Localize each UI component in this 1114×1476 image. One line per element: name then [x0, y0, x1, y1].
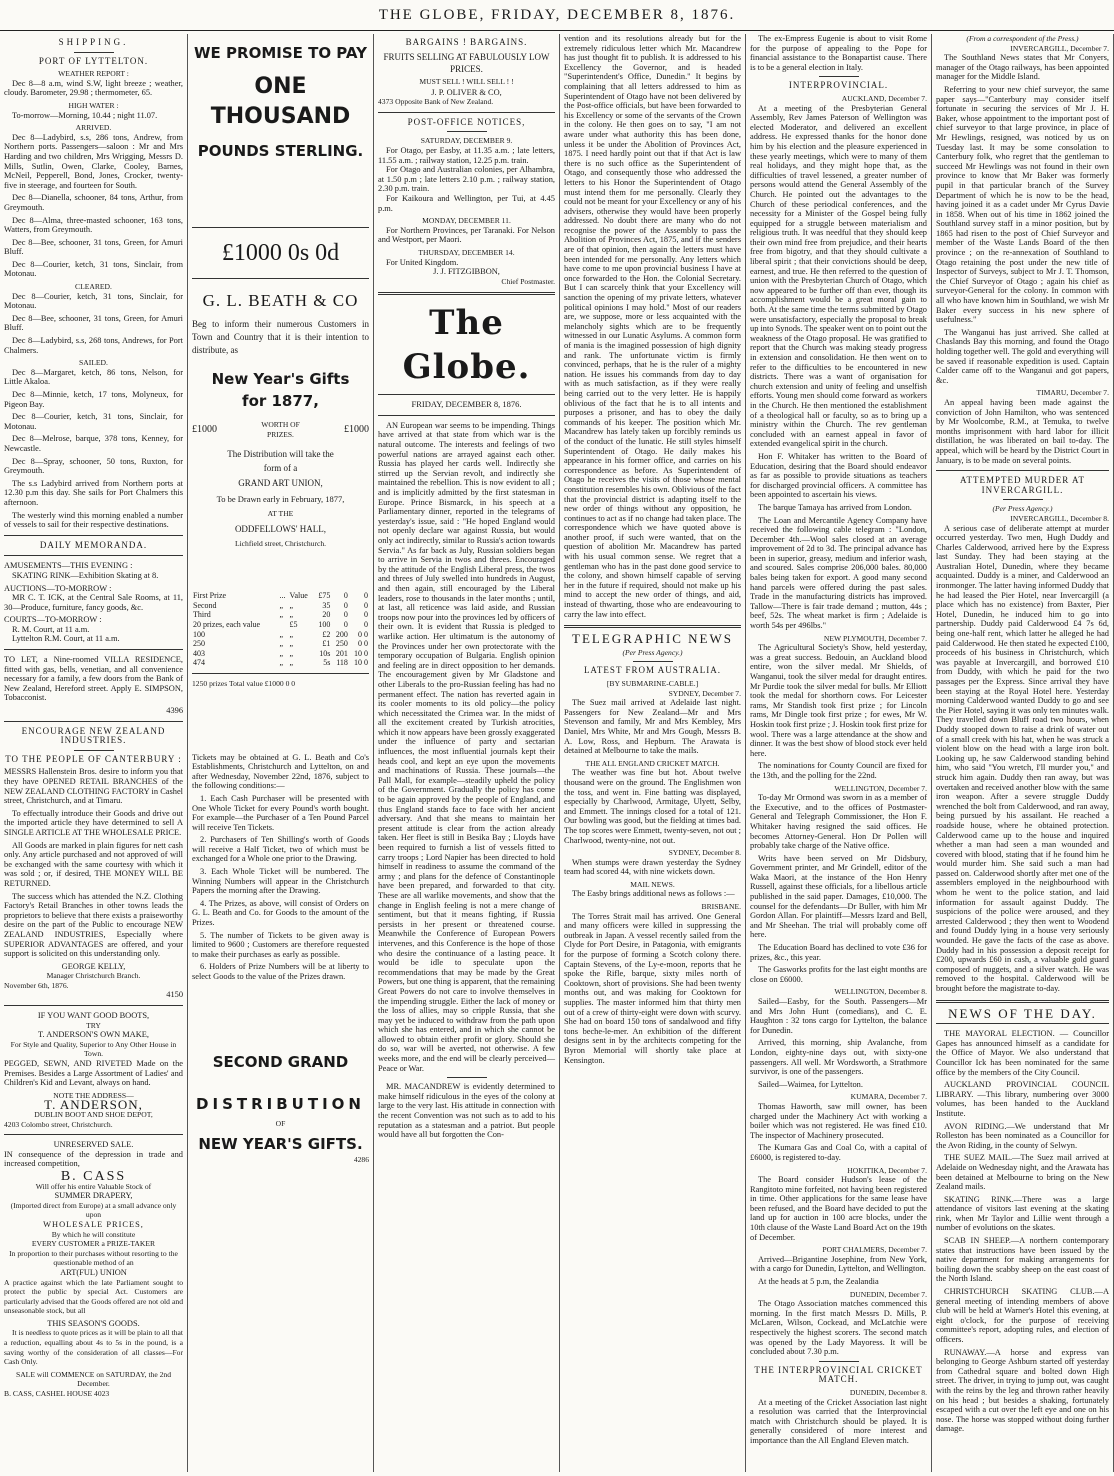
cass-paragraph: A practice against which the late Parliament sought to protect the public by special Act. Customers are particularly advised that the Goods offered are not old and unseasonable stock, but all	[4, 1277, 183, 1316]
arrived-entry: Dec 8—Courier, ketch, 31 tons, Sinclair, from Motonau.	[4, 259, 183, 279]
prize-cell: „	[279, 639, 284, 649]
news-item: AUCKLAND PROVINCIAL COUNCIL LIBRARY. —This library, numbering over 3000 volumes, has been handed to the Auckland Institute.	[936, 1080, 1109, 1118]
column-3	[374, 34, 560, 1472]
news-item: THE MAYORAL ELECTION. — Councillor Gapes has announced himself as a candidate for the Office of Mayor. We also understand that Councillor Ick has been nominated for the same office by the members of the City Council.	[936, 1029, 1109, 1077]
prize-cell	[279, 620, 289, 630]
second-of: OF	[275, 1118, 286, 1128]
telegraph-item: The Suez mail arrived at Adelaide last night. Passengers for New Zealand—Mr and Mrs Stevenson and family, Mr and Mrs Kembley, Mrs Daniel, Mrs White, Mr and Mrs Gough, Messrs B. A. Low, Ross, and Hepburn. The Arawata is detained at Melbourne to take the mails.	[564, 698, 741, 756]
press-agency: (Per Press Agency.)	[992, 504, 1053, 514]
post-notice: For Kaikoura and Wellington, per Tui, at 4.45 p.m.	[378, 193, 555, 213]
prize-cell: „	[279, 658, 284, 668]
prize-cell: 0	[364, 600, 368, 610]
arrived-entry: Dec 8—Ladybird, s.s, 286 tons, Andrew, from Northern ports. Passengers—saloon : Mr and Mrs Harding and two children, Mrs Wrigging, Messrs D. Mills, Sutlin, Owen, Clarke, Cooley, Barnes, McNeil, Pepperell, Bond, Jones, Crocker, twenty-five in steerage, and fourteen for South.	[4, 132, 183, 190]
venue: ODDFELLOWS' HALL,	[234, 524, 327, 535]
prize-cell: 474	[193, 658, 205, 668]
prize-cell: ...	[279, 591, 286, 601]
condition: 4. The Prizes, as above, will consist of Orders on G. L. Beath and Co. for Goods to the amount of the Prizes.	[192, 898, 369, 928]
news-item: CHRISTCHURCH SKATING CLUB.—A general meeting of intending members of above club will be held at Warner's Hotel this evening, at eight o'clock, for the purpose of receiving committee's report, adopting rules, and election of officers.	[936, 1287, 1109, 1344]
prize-cell: First Prize	[193, 591, 227, 601]
cass-summer: SUMMER DRAPERY,	[54, 1191, 133, 1201]
signature-date: November 6th, 1876.	[4, 980, 69, 990]
weather-report: Dec 8—8 a.m, wind S.W, light breeze ; weather, cloudy. Barometer, 29.98 ; thermometer, 65.	[4, 78, 183, 98]
prize-cell: 10s	[319, 648, 331, 658]
arrived-entry: Dec 8—Alma, three-masted schooner, 163 tons, Watters, from Greymouth.	[4, 215, 183, 235]
oliver-name: J. P. OLIVER & CO,	[431, 87, 502, 97]
globe-title: The Globe.	[402, 303, 531, 388]
prize-cell: 10 0	[354, 648, 368, 658]
advert-paragraph: To effectually introduce their Goods and drive out the imported article they have determined to sell A SINGLE ARTICLE AT THE WHOLESALE PRICE.	[4, 808, 183, 837]
prize-cell: 5s	[323, 658, 331, 668]
anderson-depot: DUBLIN BOOT AND SHOE DEPOT,	[34, 1110, 153, 1119]
cable-note: [BY SUBMARINE-CABLE.]	[606, 679, 699, 688]
news-item: The barque Tamaya has arrived from London.	[758, 502, 912, 512]
sailed-entry: Dec 8—Margaret, ketch, 86 tons, Nelson, for Little Akaloa.	[4, 367, 183, 387]
news-item: To-day Mr Ormond was sworn in as a member of the Executive, and to the offices of Postmaster-General and Telegraph Commissioner, the Hon F. Whitaker having resigned the said offices. He becomes Attorney-General. Hon Dr Pollen will probably take charge of the Native office.	[750, 793, 927, 851]
telegraphic-heading: TELEGRAPHIC NEWS	[572, 631, 733, 647]
courts-entry: R. M. Court, at 11 a.m.	[12, 624, 90, 634]
editorial-macandrew-cont: vention and its resolutions already but for the extremely ridiculous letter which Mr. Macandrew has just thought fit to publish. It is addressed to his Excellency the Governor, and is headed "Superintendent's Office, Dunedin." It begins by complaining that all letters addressed to him as Superintendent of Otago have not been delivered by the Post-office officials, but have been forwarded to his Excellency or some of the servants of the Crown in the colony. He then goes on to say, "I am not aware under what authority this has been done, unless it be under the Abolition of Provinces Act, 1875. I need hardly point out that if that Act is law there is no such office as the Superintendent of Otago, and consequently those who addressed the letters to his Honor the Superintendent of Otago must intend them for me personally. Clearly they could not be meant for your Excellency or any of his advisers, otherwise they would have been properly addressed. No doubt there are many who do not recognise the power of the Assembly to pass the Abolition of Provinces Act, 1875, and if the senders are of that opinion, then again the letters must have been intended for me personally. Any letters which have come to me upon provincial business I have at once forwarded to the Hon. the Colonial Secretary. But I can scarcely think that your Excellency will sanction the opening of my private letters, whatever political opinions I may hold." Most of our readers are, we suppose, more or less acquainted with the melancholy sights which are to be frequently witnessed in our Lunatic Asylums. A common form of mania is the imagined possession of high dignity and rank. The unfortunate victim is firmly convinced, perhaps, that he is the ruler of a mighty nation. He issues his commands from day to day with as much satisfaction, as if they were really being carried out to the very letter. He is happily oblivious of the fact that he is to all intents and purposes a prisoner, and has to obey the daily commands of his keeper. The position which Mr. Macandrew has lately taken up forcibly reminds us of the conduct of the lunatic. He still styles himself Superintendent of Otago. He daily makes his appearance in his former office, and carries on his correspondence as before. As Superintendent of Otago he receives the visits of those whose mental constitution resembles his own. Oblivious of the fact that the provincial district is adapting itself to the new order of things without any opposition, he continues to act as if no change had taken place. The correspondence which we have quoted above is another proof, if such were wanted, that on the question of abolition Mr. Macandrew has parted with his usual common sense. We regret that a gentleman who has in the past done good service to the colony, and shown himself capable of serving her in the future if required, should not make up his mind to accept the new order of things, and aid, instead of thwarting, those who are endeavouring to carry the law into effect.	[564, 34, 741, 619]
prize-cell: „	[289, 600, 294, 610]
boots-try: TRY	[86, 1020, 101, 1030]
amusements-entry: SKATING RINK—Exhibition Skating at 8.	[12, 570, 159, 580]
courts-entry: Lyttelton R.M. Court, at 11 a.m.	[12, 634, 120, 644]
news-item: The Gasworks profits for the last eight months are close on £6000.	[750, 965, 927, 984]
dateline: DUNEDIN, December 7.	[849, 1289, 927, 1299]
sale-heading: UNRESERVED SALE.	[53, 1140, 134, 1150]
post-notice: For Otago, per Easby, at 11.35 a.m. ; late letters, 11.55 a.m. ; railway station, 12.25 p.m. train.	[378, 145, 555, 165]
prize-cell: 0	[343, 619, 348, 629]
news-item: Sailed—Easby, for the South. Passengers—Mr and Mrs John Hunt (comedians), and C. E. Haughton : 32 tons cargo for Lyttelton, the balance for Dunedin.	[750, 997, 927, 1035]
news-item: The Kumara Gas and Coal Co, with a capital of £6000, is registered to-day.	[750, 1143, 927, 1162]
new-years-gifts: New Year's Gifts	[211, 370, 350, 388]
murder-story: A serious case of deliberate attempt at murder occurred yesterday. Two men, Hugh Duddy and Charles Calderwood, arrived here by the Express last Sunday. They had been staying at the Australian Hotel, Dunedin, where they became acquainted. Duddy is a miner, and Calderwood an ironmonger. The latter having informed Duddy that he had leased the Pier Hotel, near Invercargill (a place which has no existence) from Baxter, Pier Hotel, Dunedin, he induced him to go into partnership. Duddy paid Calderwood £4 7s 6d, being one-half rent, which latter he alleged he had paid Calderwood. He then stated he expected £100, proceeds of his business in Christchurch, which was payable at Invercargill, and borrowed £10 from Duddy, with which he paid for the two passages per the Express. Since arrival they have been staying at the Royal Hotel here. Yesterday morning Calderwood wanted Duddy to go and see the Pier Hotel, saying it was only ten minutes walk. They travelled down Bluff road two hours, when Duddy stooped down to raise a drink of water out of a small creek with his hat, when he was struck a violent blow on the head with a large iron bolt. Looking up, he saw Calderwood standing behind him, who said "You wretch, I'll murder you," and struck him again. Duddy then ran away, but was overtaken and received another blow with the same iron weapon. After a severe struggle Duddy wrenched the bolt from Calderwood, and ran away, being pursued by his assailant. He reached a roadside house, where he obtained protection. Calderwood came up to the house and inquired whether a man had seen a man wounded and covered with blood, stating that if he found him he would murder him. She said such a man had passed on. Calderwood shortly after met one of the assemblers employed in the neighbourhood with whom he went to the police station, and laid information for assault against Duddy. The suspicions of the police were aroused, and they arrested Calderwood ; they then went to Woodend and found Duddy lying in a house very seriously wounded. He gave the facts of the case as above. Duddy had in his possession a deposit receipt for £200, upwards £60 in cash, a valuable gold guard composed of nuggets, and a silver watch. He was removed to the hospital. Calderwood will be brought before the magistrate to-day.	[936, 523, 1109, 993]
art-union: GRAND ART UNION,	[238, 478, 323, 489]
prize-row	[192, 610, 369, 620]
prize-cell: „	[279, 600, 284, 610]
prize-cell: 200	[335, 629, 348, 639]
prize-row	[192, 591, 369, 601]
column-6	[932, 34, 1114, 1472]
prize-cell: 0	[343, 610, 348, 620]
promise-line: ONE THOUSAND	[210, 74, 351, 129]
prize-cell: 118	[336, 658, 348, 668]
prize-cell: 0 0	[358, 629, 368, 639]
news-item: SCAB IN SHEEP.—A northern contemporary states that instructions have been issued by the native department for making arrangements for boiling down the scabby sheep on the east coast of the North Island.	[936, 1236, 1109, 1284]
prize-cell: 250	[335, 639, 348, 649]
telegraph-item: The ex-Empress Eugenie is about to visit Rome for the purpose of appealing to the Pope for financial assistance to the Bonapartist cause. There is to be a general election in Italy.	[750, 34, 927, 72]
post-notice: For Northern Provinces, per Taranaki. For Nelson and Westport, per Maori.	[378, 225, 555, 245]
editorial-war: AN European war seems to be impending. Things have arrived at that state from which war is the natural outcome. The interests and feelings of two powerful nations are arrayed against each other. Russia has played her cards well. Indirectly she stirred up the Servian revolt, and indirectly she maintained the rebellion. This is now evident to all ; and is implicitly admitted by the first statesman in Europe. Prince Bismarck, in his speech at a Parliamentary dinner, reported in the telegrams of yesterday's issue, said : "He hoped England would not openly declare war against Russia, but would only act indirectly, similar to Russia's action towards Servia." As far back as July, Russian soldiers began to arrive in Servia in twos and threes. Encouraged by the attitude of the English Liberal press, the twos and threes of July swelled into hundreds in August, and then again, still encouraged by the Liberal leaders, rose to thousands in the later months ; until, at last, all reticence was laid aside, and Russian troops now pour into the provinces led by officers of their own. It is evident that Russia is pledged to warlike action. Her ultimatum is the autonomy of the Provinces under her own protectorate with the temporary occupation of Bulgaria. English opinion and feeling are in direct opposition to her demands. The encouragement given by Mr Gladstone and other Liberals to the pro-Russian feeling has had no permanent effect. The nation has reverted again in its cooler moments to its old policy—the policy which necessitated the Crimea war. In the midst of all the excitement created by Turkish atrocities, which it now appears have been grossly exaggerated under the influence of party and sectarian influences, the most influential journals kept their heads cool, and kept an eye upon the movements and machinations of Russia. These journals—the Pall Mall, for example—steadily upheld the policy of the Government. Gradually the policy has come to be again approved by the people of England, and thus England stands face to face with her ancient adversary. And that she means to maintain her present attitude is clear from the action already taken. Her fleet is still in Besika Bay ; Lloyds have been required to furnish a list of vessels fitted to carry troops ; Lord Napier has been directed to hold himself in readiness to assume the command of the army ; and plans for the defence of Constantinople have been prepared, and forwarded to that city. These are all warlike movements, and show that the change in English feeling is not a mere change of sentiment, but that it means fighting, if Russia persists in her present or threatened course. Meanwhile the Conference of European Powers intervenes, and this Conference is the hope of those who desire the continuance of a lasting peace. It would be idle to speculate upon the recommendations that may be made by the Great Powers, but one thing is apparent, that the remaining Great Powers do not care to involve themselves in the impending struggle. Either the lack of money or the loss of allies, may so cripple Russia, that she may yet be induced to withdraw from the path upon which she has entered, and in which she cannot be allowed to obtain either profit or glory. Should she do so, war will be averted, not otherwise. A few weeks more, and the end will be clearly perceived—Peace or War.	[378, 420, 555, 1073]
prize-total: 1250 prizes Total value £1000 0 0	[192, 678, 296, 688]
prize-row	[192, 639, 369, 649]
oliver-address: 4373 Opposite Bank of New Zealand.	[378, 97, 494, 107]
news-item: An appeal having been made against the conviction of John Hamilton, who was sentenced by Mr Woolcombe, R.M., at Temuka, to twelve months imprisonment with hard labor for illicit distillation, he was liberated on bail to-day. The appeal, which will be heard by the District Court in January, is to be made on several points.	[936, 397, 1109, 465]
masthead: THE GLOBE, FRIDAY, DECEMBER 8, 1876.	[0, 0, 1114, 31]
news-item: The Wanganui has just arrived. She called at Chaslands Bay this morning, and found the Otago holding together well. The gold and everything will be saved if reasonable expedition is used. Captain Calder came off to the Wanganui and got papers, &c.	[936, 327, 1109, 385]
post-date: MONDAY, DECEMBER 11.	[422, 216, 511, 226]
worth-line	[192, 420, 369, 439]
sailed-heading: SAILED.	[79, 358, 108, 368]
people-heading: TO THE PEOPLE OF CANTERBURY :	[5, 753, 182, 764]
second-distribution: DISTRIBUTION	[196, 1094, 365, 1113]
post-office-heading: POST-OFFICE NOTICES,	[407, 116, 526, 127]
prize-cell: 0	[343, 591, 348, 601]
anderson-name: T. ANDERSON,	[44, 1097, 143, 1113]
news-item: The Otago Association matches commenced this morning. In the first match Messrs D. Mills, P. McLaren, Wilson, Cockead, and McLatchie were respectively the highest scorers. The second match was opened by the Lady Mayoress. It will be concluded about 7.30 p.m.	[750, 1299, 927, 1357]
boots-sub: For Style and Quality, Superior to Any Other House in Town.	[10, 1039, 177, 1059]
column-4	[560, 34, 746, 1472]
murder-heading: ATTEMPTED MURDER AT INVERCARGILL.	[959, 475, 1085, 495]
prize-cell: £1	[322, 639, 331, 649]
high-water: To-morrow—Morning, 10.44 ; night 11.07.	[12, 110, 158, 120]
post-date: SATURDAY, DECEMBER 9.	[420, 136, 513, 146]
press-agency: (Per Press Agency.)	[622, 647, 683, 657]
second-distribution: SECOND GRAND	[212, 1052, 349, 1071]
arrived-entry: Dec 8—Bee, schooner, 31 tons, Green, for Amuri Bluff.	[4, 237, 183, 257]
advert-number: 4286	[353, 1154, 369, 1164]
arrived-entry: Dec 8—Dianella, schooner, 84 tons, Arthur, from Greymouth.	[4, 193, 183, 212]
sailed-entry: Dec 8—Melrose, barque, 378 tons, Kenney, for Newcastle.	[4, 434, 183, 453]
cass-season: THIS SEASON'S GOODS.	[47, 1318, 140, 1328]
prize-cell: 201	[335, 648, 348, 658]
venue-address: Lichfield street, Christchurch.	[234, 539, 327, 549]
dateline: BRISBANE.	[701, 902, 741, 912]
cass-commence: SALE will COMMENCE on SATURDAY, the 2nd December.	[15, 1369, 172, 1389]
dateline: HOKITIKA, December 7.	[847, 1165, 927, 1175]
cleared-entry: Dec 8—Courier, ketch, 31 tons, Sinclair, for Motonau.	[4, 291, 183, 311]
news-item: The Loan and Mercantile Agency Company have received the following cable telegram : "London, December 4th.—Wool sales closed at an average improvement of 2d to 3d. The principal advance has been in superior, greasy, medium and inferior wash, and scoured. Sales comprise 206,000 bales. 80,000 bales being taken for export. A good many second hand parcels were offered during the past sales. Trade in the manufacturing districts has improved. Tallow—There is fair trade demand ; mutton, 44s ; beef, 52s. The wheat market is firm ; Adelaide is worth 54s per 496lbs."	[750, 515, 927, 631]
boots-advert: PEGGED, SEWN, AND RIVETED Made on the Premises. Besides a Large Assortment of Ladies' and Children's Kid and Levant, always on hand.	[4, 1059, 183, 1088]
cass-imported: (Imported direct from Europe) at a small advance only upon	[10, 1200, 177, 1220]
telegraph-item: The Easby brings additional news as follows :—	[572, 889, 735, 899]
news-item: The Agricultural Society's Show, held yesterday, was a great success. Bedouin, an Auckland blood entire, won the silver medal. Mr Shields, of Wanganui, took the silver medal for draught entires. Mr Purdie took the silver medal for bulls. Mr Elliott took the medal for shorthorn cows. For Leicester rams, Mr Standish took first prize ; for Lincoln rams, Mr Dingle took first prize ; for ewes, Mr W. Hoskin took first prize ; J. Hoskin took first prize for wool. There was a large attendance at the show and dinner. It was the best show of blood stock ever held here.	[750, 643, 928, 758]
dateline: TIMARU, December 7.	[1036, 388, 1109, 398]
news-item: RUNAWAY.—A horse and express van belonging to George Ashburn started off yesterday from Cathedral square and bolted down High street. The driver, in trying to jump out, was caught with the reins by the leg and thrown rather heavily on his head ; but besides a shaking, fortunately escaped with a cut over the left eye and one on his nose. The horse was stopped without doing further damage.	[936, 1347, 1109, 1434]
prize-cell: „	[289, 610, 294, 620]
column-5	[746, 34, 932, 1472]
news-item: The Education Board has declined to vote £36 for prizes, &c., this year.	[750, 943, 927, 962]
boots-heading: IF YOU WANT GOOD BOOTS,	[37, 1011, 150, 1021]
prize-cell: Third	[193, 610, 211, 620]
australia-heading: LATEST FROM AUSTRALIA.	[583, 665, 722, 676]
news-of-the-day-heading: NEWS OF THE DAY.	[948, 1005, 1097, 1021]
news-item: Hon F. Whitaker has written to the Board of Education, desiring that the Board should endeavor as far as possible to provide situations as teachers for discharged provincial officers. A committee has been appointed to ascertain his views.	[750, 451, 927, 500]
advert-paragraph: All Goods are marked in plain figures for nett cash only. Any article purchased and not approved of will be exchanged with the same courtesy with which it was sold ; or, if desired, THE MONEY WILL BE RETURNED.	[4, 840, 183, 888]
telegraph-item: When stumps were drawn yesterday the Sydney team had scored 44, with nine wickets down.	[564, 857, 741, 877]
sale-intro: IN consequence of the depression in trade and increased competition,	[4, 1149, 183, 1169]
cricket-match-heading: THE INTERPROVINCIAL CRICKET MATCH.	[754, 1364, 923, 1385]
dateline: NEW PLYMOUTH, December 7.	[823, 633, 927, 643]
water-heading: HIGH WATER :	[68, 100, 119, 110]
new-years-gifts-year: for 1877,	[242, 392, 319, 410]
postmaster-title: Chief Postmaster.	[501, 276, 555, 286]
correspondent-note: (From a correspondent of the Press.)	[966, 34, 1079, 43]
post-date: THURSDAY, DECEMBER 14.	[418, 247, 515, 257]
prize-cell: „	[289, 639, 294, 649]
villa-advert: TO LET, a Nine-roomed VILLA RESIDENCE, fitted with gas, bells, venetian, and all convenience necessary for a family, a few doors from the Bank of New Zealand, Hereford street. Apply E. SIMPSON, Tobacconist.	[4, 655, 183, 703]
hallenstein-advert: MESSRS Hallenstein Bros. desire to inform you that they have OPENED RETAIL BRANCHES of the NEW ZEALAND CLOTHING FACTORY in Cashel street, Christchurch, and at Timaru.	[4, 767, 183, 806]
prize-cell: £75	[318, 591, 331, 601]
prize-cell: 0 0	[358, 639, 368, 649]
anderson-address: 4203 Colombo street, Christchurch.	[4, 1119, 113, 1129]
prize-cell: 35	[322, 600, 331, 610]
signature-title: Manager Christchurch Branch.	[46, 971, 141, 981]
news-item: The Board consider Hudson's lease of the Rangitoto mine forfeited, not having been registered in time. Other applications for the same lease have been refused, and the Board have decided to put the land up for auction in 100 acre blocks, under the 10th clause of the Waste Land Board Act on the 19th of December.	[750, 1175, 927, 1242]
encourage-heading: ENCOURAGE NEW ZEALAND INDUSTRIES.	[21, 725, 166, 746]
drawn-date: To be Drawn early in February, 1877,	[216, 494, 345, 505]
shipping-note: The s.s Ladybird arrived from Northern ports at 12.30 p.m this day. She sails for Port Chalmers this afternoon.	[4, 478, 183, 507]
condition: 3. Each Whole Ticket will be numbered. The Winning Numbers will appear in the Christchurch Papers the morning after the Drawing.	[192, 867, 369, 896]
advert-number: 4396	[166, 706, 183, 716]
shipping-note: The westerly wind this morning enabled a number of vessels to sail for their respective destinations.	[4, 510, 183, 530]
dateline: SYDNEY, December 8.	[668, 848, 741, 858]
prize-cell: 0	[364, 591, 368, 601]
cass-line: By which he will constitute	[51, 1229, 136, 1239]
ticket-conditions: Tickets may be obtained at G. L. Beath and Co's Establishments, Christchurch and Lyttelton, on and after Wednesday, November 22nd, 1876, subject to the following conditions:—	[192, 752, 369, 791]
cricket-heading: THE ALL ENGLAND CRICKET MATCH.	[585, 758, 720, 768]
distribution-line: The Distribution will take the	[227, 449, 334, 460]
editorial-macandrew: MR. MACANDREW is evidently determined to make himself ridiculous in the eyes of the colony at large to the very last. His attitude in connection with the recent Convention was not such as to add to his reputation as a statesman and a patriot. But people would have all but forgotten the Con-	[378, 1082, 555, 1140]
prize-cell: 100	[193, 629, 205, 639]
must-sell: MUST SELL ! WILL SELL ! !	[419, 76, 514, 86]
prize-cell: 20 prizes, each value	[193, 619, 261, 629]
news-item: The nominations for County Council are fixed for the 13th, and the polling for the 22nd.	[750, 761, 927, 780]
prize-cell: „	[289, 648, 294, 658]
address-heading: NOTE THE ADDRESS—	[53, 1090, 134, 1100]
prize-cell: Second	[193, 600, 217, 610]
port-heading: PORT OF LYTTELTON.	[38, 55, 149, 66]
news-item: Referring to your new chief surveyor, the same paper says—"Canterbury may consider itself fortunate in securing the services of Mr J. H. Baker, whose appointment to the important post of chief surveyor to that large province, in place of Mr Hewlings, resigned, was noticed by us on Tuesday last. It may be some consolation to Canterbury folk, who regret that the gentleman to succeed Mr Hewlings was not found in their own province to know that Mr Baker was formerly pupil in that particular branch of the Survey Department of which he is now to be the head, having joined it as a cadet under Mr Cyrus Davie in 1858. When out of his time in 1862 joined the Southland survey staff in a minor position, but by 1865 had risen to the post of Chief Surveyor and member of the Waste Lands Board of the then province ; on the re-annexation of Southland to Otago retaining the post under the new title of Inspector of Surveys, subject to Mr J. T. Thomson, the Chief Surveyor of Otago ; again his chief as surveyor-General for the colony. In common with all who have known him in Southland, we wish Mr Baker every success in his new sphere of usefulness."	[936, 84, 1109, 325]
weather-heading: WEATHER REPORT :	[58, 69, 129, 79]
news-item: At a meeting of the Presbyterian General Assembly, Rev James Paterson of Wellington was elected Moderator, and delivered an excellent address. He expressed thanks for the honor done him by his election and the pleasure experienced in these yearly meetings, which were to many of them real holidays, and they might hope that, as the difficulties of travel lessened, a greater number of persons would attend the General Assembly of the Church. He pointed out the advantages to the Church of these periodical conferences, and the necessity for a Minister of the Gospel being fully equipped for a struggle between materialism and religious truth. It was needful that they should keep their own mind free from prejudice, and their hearts free from bigotry, and that they should cultivate a liberal spirit ; that their convictions should be deep, earnest, and true. He then referred to the question of union with the Presbyterian Church of Otago, which now appeared to be further off than ever, though its accomplishment would be a great moral gain to both. At the same time the terms submitted by Otago were unsatisfactory, especially the proposal to break up into Synods. The speaker went on to point out the weakness of the Otago proposal. He was gratified to report that the Church was making steady progress in extension and consolidation. He then went on to refer to the difficulties to be encountered in new districts. There was a want of organisation for church extension and unity of feeling and unselfish efforts. Young men should come forward as workers in the Church. He then mentioned the establishment of a theological hall or faculty, so as to bring up a ministry within the Church. The rev gentleman concluded with an earnest appeal in favor of extended evangelical spirit in the church.	[750, 103, 927, 449]
telegraph-item: The weather was fine but hot. About twelve thousand were on the ground. The Englishmen won the toss, and went in. Fine batting was displayed, especially by Charlwood, Armitage, Ulyett, Selby, and Emmett. The innings closed for a total of 121. Our bowling was good, but the fielding at times bad. The top scores were Emmett, twenty-seven, not out ; Charlwood, twenty-nine, not out.	[564, 768, 741, 845]
fruits-line: FRUITS SELLING AT FABULOUSLY LOW PRICES.	[383, 51, 550, 74]
advert-number: 4150	[166, 990, 183, 1000]
memoranda-heading: DAILY MEMORANDA.	[39, 539, 148, 550]
cass-name: B. CASS	[60, 1168, 127, 1184]
amusements-label: AMUSEMENTS—THIS EVENING :	[4, 561, 133, 571]
condition: 1. Each Cash Purchaser will be presented with One Whole Ticket for every Pound's worth bought. For example—the Purchaser of a Ten Pound Parcel will receive Ten Tickets.	[192, 793, 369, 832]
news-item: AVON RIDING.—We understand that Mr Rolleston has been nominated as a Councillor for the Avon Riding, in the county of Selwyn.	[936, 1121, 1109, 1150]
cass-line: EVERY CUSTOMER a PRIZE-TAKER	[31, 1239, 156, 1249]
auctions-label: AUCTIONS—TO-MORROW :	[4, 583, 112, 593]
beath-name: G. L. BEATH & CO	[202, 291, 359, 310]
news-item: Sailed—Waimea, for Lyttelton.	[758, 1079, 863, 1089]
dateline: DUNEDIN, December 8.	[849, 1387, 927, 1397]
news-item: At a meeting of the Cricket Association last night a resolution was carried that the Interprovincial match with Christchurch should be played. It is generally considered of more interest and importance than the All England Eleven match.	[750, 1397, 927, 1445]
prize-cell: „	[279, 629, 284, 639]
cleared-entry: Dec 8—Bee, schooner, 31 tons, Green, for Amuri Bluff.	[4, 313, 183, 333]
prize-cell: 0	[364, 619, 368, 629]
prize-cell: „	[289, 629, 294, 639]
cass-line: In proportion to their purchases without resorting to the questionable method of an	[9, 1248, 178, 1268]
dateline: KUMARA, December 7.	[850, 1092, 927, 1102]
news-item: Writs have been served on Mr Didsbury, Government printer, and Mr Grindell, editor of the Waka Maori, at the instance of the Hon Henry Russell, against these officials, for a libellous article published in the said paper. Damages, £10,000. The counsel for the defendants—Dr Buller, with him Mr Gordon Allan. For plaintiff—Messrs Izard and Bell, and Mr Sheehan. The trial will probably come off here.	[750, 853, 927, 940]
news-item: Thomas Haworth, saw mill owner, has been charged under the Machinery Act with working a boiler which was not registered. He was fined £10. The inspector of Machinery prosecuted.	[750, 1101, 927, 1140]
prize-row	[192, 658, 369, 668]
prize-cell: Value	[289, 591, 308, 601]
condition: 2. Purchasers of Ten Shilling's worth of Goods will receive a Half Ticket, two of which must be exchanged for a Whole one prior to the Drawing.	[192, 835, 369, 864]
auctions-entry: MR C. T. ICK, at the Central Sale Rooms, at 11, 30—Produce, furniture, fancy goods, &c.	[4, 593, 183, 612]
sailed-entry: Dec 8—Minnie, ketch, 17 tons, Molyneux, for Pigeon Bay.	[4, 390, 183, 409]
column-1	[0, 34, 188, 1472]
sailed-entry: Dec 8—Courier, ketch, 31 tons, Sinclair, for Motonau.	[4, 412, 183, 431]
interprovincial-heading: INTERPROVINCIAL.	[788, 80, 889, 91]
prize-cell: „	[279, 610, 284, 620]
dateline: WELLINGTON, December 7.	[834, 783, 927, 793]
worth-amount: £1000	[192, 423, 217, 435]
prize-cell: 10 0	[354, 658, 368, 668]
promise-line: POUNDS STERLING.	[197, 142, 364, 160]
cass-paragraph: It is needless to quote prices as it will be plain to all that a reduction, equalling about 4s to 5s in the pound, is a saving worthy of the consideration of all classes—For Cash Only.	[4, 1328, 183, 1367]
prize-row	[192, 630, 369, 640]
post-notice: For Otago and Australian colonies, per Alhambra, at 1.50 p.m ; late letters 2.10 p.m. ; railway station, 2.30 p.m. train.	[378, 165, 555, 194]
dateline: WELLINGTON, December 8.	[834, 987, 927, 997]
prize-cell: 403	[193, 648, 205, 658]
courts-label: COURTS—TO-MORROW :	[4, 615, 102, 625]
dateline: SYDNEY, December 7.	[668, 688, 741, 698]
sum-line: £1000 0s 0d	[221, 240, 340, 266]
cass-house: B. CASS, CASHEL HOUSE	[4, 1389, 93, 1399]
prize-table	[192, 591, 369, 668]
worth-label: WORTH OF PRIZES.	[261, 420, 300, 439]
edition-date: FRIDAY, DECEMBER 8, 1876.	[411, 399, 522, 410]
cass-artful: ART(FUL) UNION	[60, 1267, 127, 1277]
postmaster-name: J. J. FITZGIBBON,	[433, 267, 500, 277]
prize-cell: 0	[364, 610, 368, 620]
prize-row	[192, 649, 369, 659]
boots-name: T. ANDERSON'S OWN MAKE,	[38, 1030, 149, 1040]
second-distribution: NEW YEAR'S GIFTS.	[198, 1134, 363, 1153]
promise-line: WE PROMISE TO PAY	[194, 44, 367, 62]
advert-paragraph: The success which has attended the N.Z. Clothing Factory's Retail Branches in other towns leads the proprietors to believe that there exists a praiseworthy desire on the part of the Public to encourage NEW ZEALAND INDUSTRIES, Especially where SUPERIOR ADVANTAGES are offered, and your support is solicited on this understanding only.	[4, 891, 183, 959]
prize-row	[192, 620, 369, 630]
news-item: Arrived, this morning, ship Avalanche, from London, eighty-nine days out, with sixty-one passengers. All well. Mr Wordsworth, a Strathmore survivor, is one of the passengers.	[750, 1038, 927, 1077]
cleared-entry: Dec 8—Ladybird, s.s, 268 tons, Andrews, for Port Chalmers.	[4, 336, 183, 355]
condition: 6. Holders of Prize Numbers will be at liberty to select Goods to the value of the Prizes drawn.	[192, 962, 369, 981]
bargains-heading: BARGAINS ! BARGAINS.	[405, 37, 528, 47]
at-the: AT THE	[267, 509, 294, 519]
news-item: THE SUEZ MAIL.—The Suez mail arrived at Adelaide on Wednesday night, and the Arawata has been detained at Melbourne to bring on the New Zealand mails.	[936, 1153, 1109, 1192]
advert-number: 4023	[94, 1389, 110, 1399]
cass-wholesale: WHOLESALE PRICES,	[43, 1219, 144, 1229]
cleared-heading: CLEARED.	[75, 282, 112, 292]
worth-amount: £1000	[344, 423, 369, 435]
sailed-entry: Dec 8—Spray, schooner, 50 tons, Ruxton, for Greymouth.	[4, 456, 183, 476]
prize-cell: „	[279, 648, 284, 658]
column-2	[188, 34, 374, 1472]
news-item: Arrived—Brigantine Josephine, from New York, with a cargo for Dunedin, Lyttelton, and Wellington.	[750, 1254, 927, 1274]
dateline: PORT CHALMERS, December 7.	[822, 1245, 927, 1255]
prize-row	[192, 601, 369, 611]
prize-cell: £5	[289, 619, 298, 629]
condition: 5. The number of Tickets to be given away is limited to 9600 ; Customers are therefore requested to make their purchases as early as possible.	[192, 930, 369, 959]
telegraph-item: The Torres Strait mail has arrived. One General and many officers were killed in suppressing the outbreak in Japan. A vessel recently sailed from the Clyde for Port Desire, in Patagonia, with emigrants for the purpose of forming a Scotch colony there. Captain Stevens, of the Ly-e-moon, reports that he spoke the Rifle, barque, sixty miles north of Cooktown, short of provisions. She had been twenty months out, and was making for Cooktown for supplies. The master informed him that thirty men out of a crew of thirty-eight were down with scurvy. She had on board 150 tons of sandalwood and fifty tons beche-le-mer. An exhibition of the different designs sent in by the architects competing for the Byron Memorial will shortly take place at Kensington.	[564, 911, 741, 1065]
beath-intro: Beg to inform their numerous Customers in Town and Country that it is their intention to distribute, as	[192, 319, 369, 355]
dateline: INVERCARGILL, December 8.	[1010, 513, 1109, 523]
dateline: INVERCARGILL, December 7.	[1010, 43, 1109, 53]
news-item: At the heads at 5 p.m, the Zealandia	[758, 1277, 879, 1287]
news-item: The Southland News states that Mr Conyers, manager of the Otago railways, has been appointed manager for the Middle Island.	[936, 53, 1109, 82]
prize-cell: 250	[193, 639, 205, 649]
shipping-heading: SHIPPING.	[58, 37, 129, 47]
arrived-heading: ARRIVED.	[75, 123, 112, 133]
prize-cell: £2	[322, 629, 331, 639]
prize-cell: 20	[322, 610, 331, 620]
news-item: SKATING RINK.—There was a large attendance of visitors last evening at the skating rink, when Mr Taylor and Lillie went through a number of evolutions on the skates.	[936, 1194, 1109, 1233]
mail-heading: MAIL NEWS.	[630, 879, 675, 889]
prize-cell: 100	[318, 619, 331, 629]
dateline: AUCKLAND, December 7.	[841, 93, 927, 103]
prize-cell: 0	[343, 600, 348, 610]
post-notice: For United Kingdom.	[386, 257, 459, 267]
distribution-line: form of a	[263, 463, 298, 474]
signature: GEORGE KELLY,	[61, 961, 126, 971]
prize-cell: „	[289, 658, 294, 668]
cass-offer: Will offer his entire Valuable Stock of	[35, 1181, 152, 1191]
